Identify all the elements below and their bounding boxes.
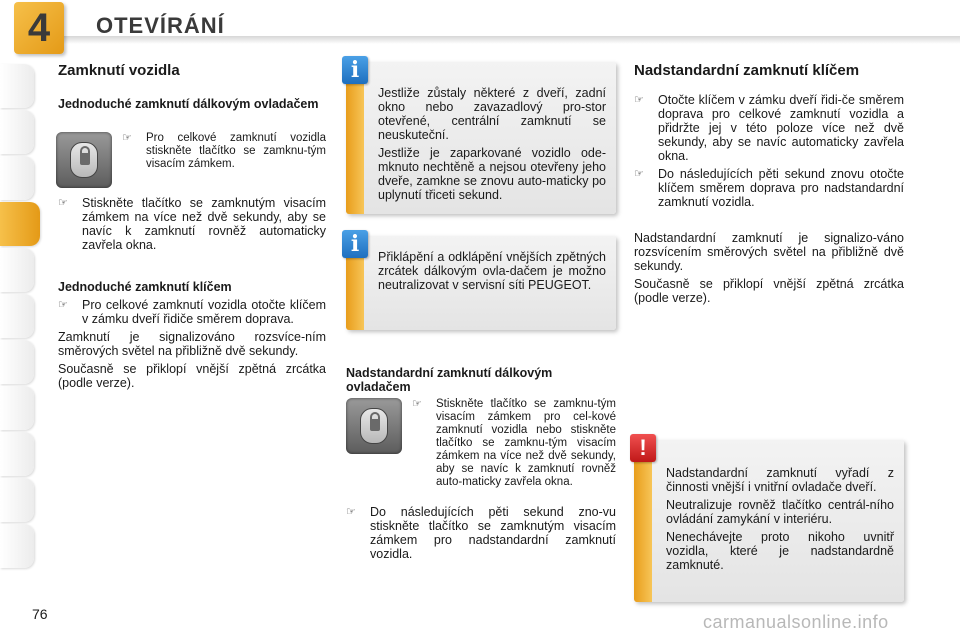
list-item: ☞ Do následujících pěti sekund znovu otočte klíčem směrem doprava pro nadstandardní zamknutí vozidla. (634, 167, 904, 209)
watermark: carmanualsonline.info (703, 612, 889, 632)
warning-box-deadlock (634, 435, 904, 602)
deadlock-remote-bullet-block-2 (346, 505, 616, 561)
info-text: Přiklápění a odklápění vnějších zpětných zrcátek dálkovým ovla-dačem je možno neutralizovat v servisní síti PEUGEOT. (378, 250, 606, 292)
remote-key-image (56, 132, 112, 188)
list-item: ☞ Stiskněte tlačítko se zamknutým visacím zámkem na více než dvě sekundy, aby se navíc k zamknutí rovněž automaticky zavřela okna. (58, 196, 326, 252)
subtitle-deadlock-remote: Nadstandardní zamknutí dálkovým ovladačem (346, 366, 553, 394)
paragraph: Současně se přiklopí vnější zpětná zrcátka (podle verze). (634, 277, 904, 305)
chapter-tab-1[interactable] (0, 64, 34, 108)
chapter-tab-3[interactable] (0, 156, 34, 200)
subtitle-remote-locking: Jednoduché zamknutí dálkovým ovladačem (58, 97, 319, 111)
section-title-locking: Zamknutí vozidla (58, 62, 180, 79)
key-locking-block (58, 280, 326, 390)
chapter-tab-6[interactable] (0, 294, 34, 338)
left-column (58, 62, 326, 111)
info-text: Jestliže zůstaly některé z dveří, zadní okno nebo zavazadlový pro-stor otevřené, centrální zamknutí se neuskuteční. (378, 86, 606, 142)
info-text: Jestliže je zaparkované vozidlo ode-mknuto nechtěně a nejsou otevřeny jeho dveře, zamkne se znovu auto-maticky po uplynutí třiceti sekund. (378, 146, 606, 202)
chapter-tab-2[interactable] (0, 110, 34, 154)
pointing-hand-icon: ☞ (58, 299, 68, 311)
lock-button-icon (70, 142, 98, 178)
pointing-hand-icon: ☞ (122, 132, 132, 144)
lock-button-icon (360, 408, 388, 444)
warning-text: Nenechávejte proto nikoho uvnitř vozidla, které je nadstandardně zamknuté. (666, 530, 894, 572)
chapter-tabs (0, 64, 40, 570)
chapter-tab-9[interactable] (0, 432, 34, 476)
paragraph: Zamknutí je signalizováno rozsvíce-ním směrových světel na přibližně dvě sekundy. (58, 330, 326, 358)
warning-text: Neutralizuje rovněž tlačítko centrál-ního ovládání zamykání v interiéru. (666, 498, 894, 526)
chapter-tab-10[interactable] (0, 478, 34, 522)
page-number: 76 (32, 606, 48, 622)
pointing-hand-icon: ☞ (412, 398, 422, 410)
chapter-tab-5[interactable] (0, 248, 34, 292)
info-box-mirrors (346, 231, 616, 330)
chapter-tab-11[interactable] (0, 524, 34, 568)
list-item: ☞ Pro celkové zamknutí vozidla stiskněte tlačítko se zamknu-tým visacím zámkem. (122, 132, 326, 170)
remote-key-image (346, 398, 402, 454)
pointing-hand-icon: ☞ (634, 94, 644, 106)
chapter-tab-7[interactable] (0, 340, 34, 384)
warning-text: Nadstandardní zamknutí vyřadí z činnosti vnější i vnitřní ovladače dveří. (666, 466, 894, 494)
chapter-number-badge: 4 (14, 2, 64, 54)
paragraph: Nadstandardní zamknutí je signalizo-váno rozsvícením směrových světel na přibližně dvě sekundy. (634, 231, 904, 273)
list-item: ☞ Stiskněte tlačítko se zamknu-tým visacím zámkem pro cel-kové zamknutí vozidla nebo stiskněte tlačítko se zamknu-tým visacím zámkem na více než dvě sekundy, aby se navíc k zamknutí rovněž auto-maticky zavřela okna. (412, 398, 616, 488)
chapter-title: OTEVÍRÁNÍ (96, 13, 225, 38)
paragraph: Současně se přiklopí vnější zpětná zrcátka (podle verze). (58, 362, 326, 390)
chapter-tab-4[interactable] (0, 202, 40, 246)
deadlock-remote-bullet-block (412, 398, 616, 489)
list-item: ☞ Do následujících pěti sekund zno-vu stiskněte tlačítko se zamknutým visacím zámkem pro nadstandardní zamknutí vozidla. (346, 505, 616, 561)
list-item: ☞ Otočte klíčem v zámku dveří řidi-če směrem doprava pro celkové zamknutí vozidla a přidržte jej v této poloze více než dvě sekundy, aby se navíc automaticky zavřela okna. (634, 93, 904, 163)
info-box-doors (346, 57, 616, 214)
deadlock-remote-block (346, 366, 616, 394)
info-icon: i (342, 230, 368, 258)
pointing-hand-icon: ☞ (634, 168, 644, 180)
section-title-deadlock-key: Nadstandardní zamknutí klíčem (634, 62, 860, 79)
subtitle-key-locking: Jednoduché zamknutí klíčem (58, 280, 232, 294)
remote-bullet-block (122, 132, 326, 171)
right-column (634, 62, 904, 305)
pointing-hand-icon: ☞ (346, 506, 356, 518)
list-item: ☞ Pro celkové zamknutí vozidla otočte klíčem v zámku dveří řidiče směrem doprava. (58, 298, 326, 326)
warning-icon: ! (630, 434, 656, 462)
pointing-hand-icon: ☞ (58, 197, 68, 209)
remote-bullet-block-2 (58, 196, 326, 252)
info-icon: i (342, 56, 368, 84)
chapter-tab-8[interactable] (0, 386, 34, 430)
